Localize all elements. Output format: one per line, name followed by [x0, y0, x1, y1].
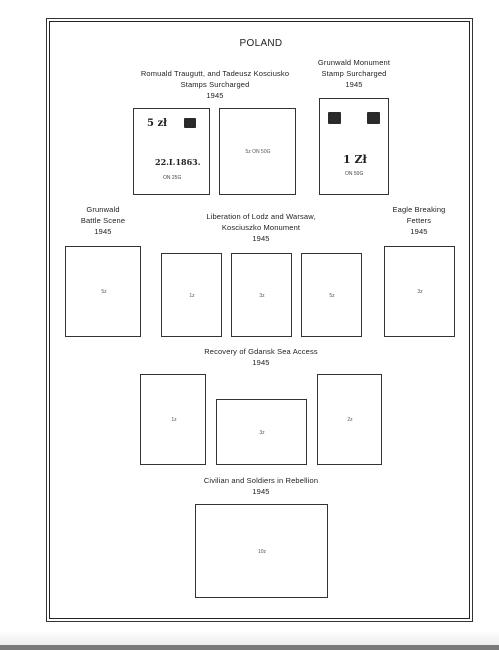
- stamp-denomination: 3z: [417, 289, 423, 295]
- heading-line: Romuald Traugutt, and Tadeusz Kosciusko: [140, 69, 290, 78]
- stamp-mount[interactable]: [195, 504, 328, 598]
- stamp-mount[interactable]: [231, 253, 292, 337]
- section-heading-eagle: [379, 204, 459, 237]
- surcharge-obliterator-block: [367, 112, 380, 124]
- stamp-denomination: 5z: [101, 289, 107, 295]
- stamp-denomination: 1z: [189, 293, 195, 299]
- page-title: POLAND: [239, 38, 283, 49]
- heading-line: 1945: [252, 358, 270, 367]
- section-heading-lodz-warsaw: [185, 211, 337, 244]
- stamp-mount[interactable]: [133, 108, 210, 195]
- heading-line: 1945: [252, 487, 270, 496]
- heading-line: Grunwald Monument: [317, 58, 391, 67]
- stamp-denomination: 5z: [329, 293, 335, 299]
- stamp-mount[interactable]: [384, 246, 455, 337]
- surcharge-obliterator-block: [328, 112, 341, 124]
- section-heading-grunwald-monument: [304, 57, 404, 90]
- heading-line: Eagle Breaking: [392, 205, 446, 214]
- stamp-mount[interactable]: [317, 374, 382, 465]
- heading-line: 1945: [345, 80, 363, 89]
- heading-line: Stamps Surcharged: [180, 80, 250, 89]
- heading-line: Stamp Surcharged: [321, 69, 387, 78]
- stamp-mount[interactable]: [301, 253, 362, 337]
- stamp-denomination: 3z: [259, 293, 265, 299]
- section-heading-traugutt: [120, 68, 310, 101]
- heading-line: Fetters: [406, 216, 432, 225]
- surcharge-on-value: ON 25G: [163, 175, 182, 181]
- heading-line: 1945: [410, 227, 428, 236]
- section-heading-grunwald-battle: [63, 204, 143, 237]
- stamp-mount[interactable]: [319, 98, 389, 195]
- surcharge-value: 5 zł: [147, 118, 167, 129]
- stamp-mount[interactable]: [219, 108, 296, 195]
- stamp-mount[interactable]: [65, 246, 141, 337]
- heading-line: Grunwald: [86, 205, 120, 214]
- stamp-mount[interactable]: [161, 253, 222, 337]
- heading-line: 1945: [94, 227, 112, 236]
- stamp-mount[interactable]: [140, 374, 206, 465]
- surcharge-on-value: ON 50G: [345, 171, 364, 177]
- surcharge-value: 1 Zł: [343, 153, 367, 166]
- window-bottom-edge: [0, 645, 499, 650]
- stamp-denomination: 10z: [257, 549, 267, 555]
- stamp-mount[interactable]: [216, 399, 307, 465]
- surcharge-obliterator-block: [184, 118, 196, 128]
- surcharge-date: 22.I.1863.: [155, 157, 201, 167]
- section-heading-civilian: [181, 475, 341, 497]
- heading-line: Civilian and Soldiers in Rebellion: [203, 476, 319, 485]
- heading-line: Battle Scene: [80, 216, 126, 225]
- stamp-denomination: 1z: [171, 417, 177, 423]
- heading-line: Liberation of Lodz and Warsaw,: [206, 212, 316, 221]
- heading-line: Kosciuszko Monument: [221, 223, 301, 232]
- stamp-denomination: 3z: [259, 430, 265, 436]
- section-heading-gdansk: [186, 346, 336, 368]
- heading-line: 1945: [206, 91, 224, 100]
- stamp-denomination: 2z: [347, 417, 353, 423]
- heading-line: Recovery of Gdansk Sea Access: [204, 347, 318, 356]
- heading-line: 1945: [252, 234, 270, 243]
- stamp-denomination: 5z ON 50G: [245, 149, 271, 155]
